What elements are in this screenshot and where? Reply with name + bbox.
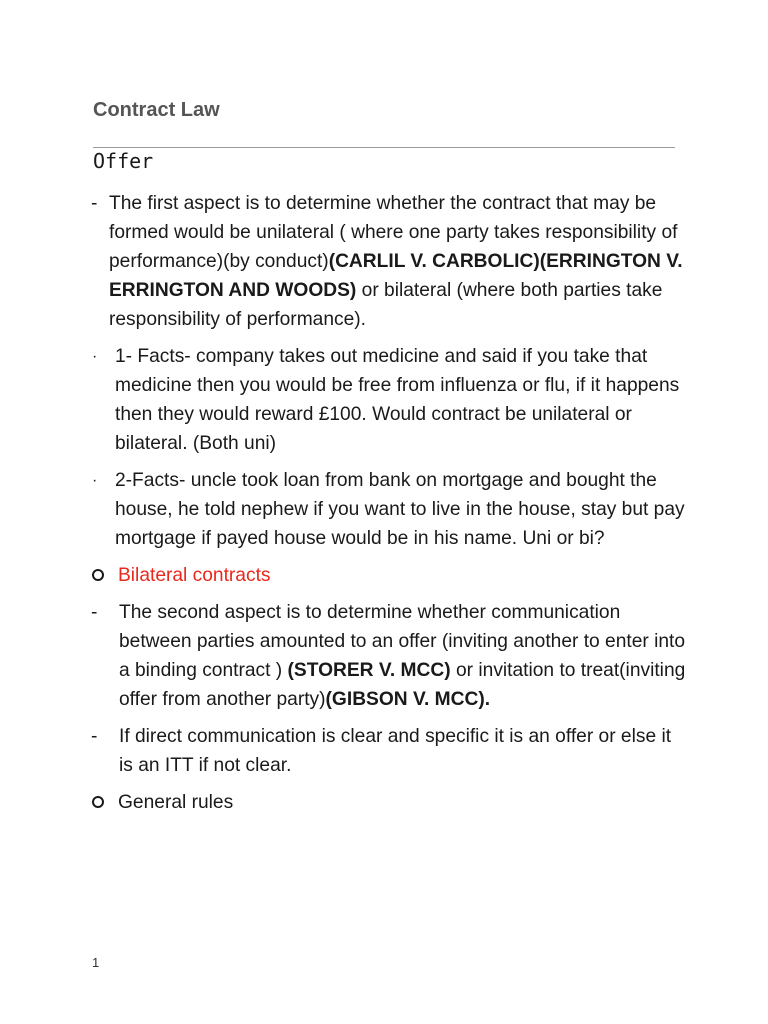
paragraph-text: The first aspect is to determine whether the contract that may be formed would be unilateral ( where one party takes responsibility of performance)(by conduct) xyxy=(109,193,678,272)
case-citation: (GIBSON V. MCC). xyxy=(325,689,491,710)
dash-marker: - xyxy=(91,602,98,623)
paragraph-first-aspect xyxy=(90,189,690,334)
bullet-text: 1- Facts- company takes out medicine and said if you take that medicine then you would be free from influenza or flu, if it happens then they would reward £100. Would contract be unilateral or bilateral. (Both uni) xyxy=(115,346,680,454)
dash-marker: - xyxy=(91,726,98,747)
section-heading: Offer xyxy=(93,149,154,173)
subheading-bilateral-contracts xyxy=(90,561,690,590)
circle-bullet-icon xyxy=(90,561,118,590)
bullet-fact-1 xyxy=(90,342,690,458)
paragraph-text: The second aspect is to determine whether communication between parties amounted to an offer (inviting another to enter into a binding contract ) xyxy=(119,602,686,681)
title-divider xyxy=(93,147,675,148)
subheading-general-rules xyxy=(90,788,690,817)
bullet-fact-2 xyxy=(90,466,690,553)
document-body xyxy=(90,189,690,825)
bullet-marker: · xyxy=(92,472,98,489)
dash-marker: - xyxy=(91,193,98,214)
bullet-marker: · xyxy=(92,348,98,365)
paragraph-second-aspect xyxy=(90,598,690,714)
paragraph-text: or bilateral (where both parties take responsibility of performance). xyxy=(109,280,663,330)
bullet-text: 2-Facts- uncle took loan from bank on mortgage and bought the house, he told nephew if you want to live in the house, stay but pay mortgage if payed house would be in his name. Uni or bi? xyxy=(115,470,685,549)
page-number: 1 xyxy=(92,955,100,970)
subheading-text: Bilateral contracts xyxy=(118,565,271,586)
paragraph-text: or invitation to treat(inviting offer from another party) xyxy=(119,660,686,710)
circle-bullet-icon xyxy=(90,788,118,817)
paragraph-text: If direct communication is clear and specific it is an offer or else it is an ITT if not clear. xyxy=(119,726,672,776)
case-citation: (CARLIL V. CARBOLIC)(ERRINGTON V. ERRINGTON AND WOODS) xyxy=(109,251,683,301)
case-citation: (STORER V. MCC) xyxy=(287,660,451,681)
page-title: Contract Law xyxy=(93,99,220,121)
subheading-text: General rules xyxy=(118,792,234,813)
paragraph-direct-communication xyxy=(90,722,690,780)
